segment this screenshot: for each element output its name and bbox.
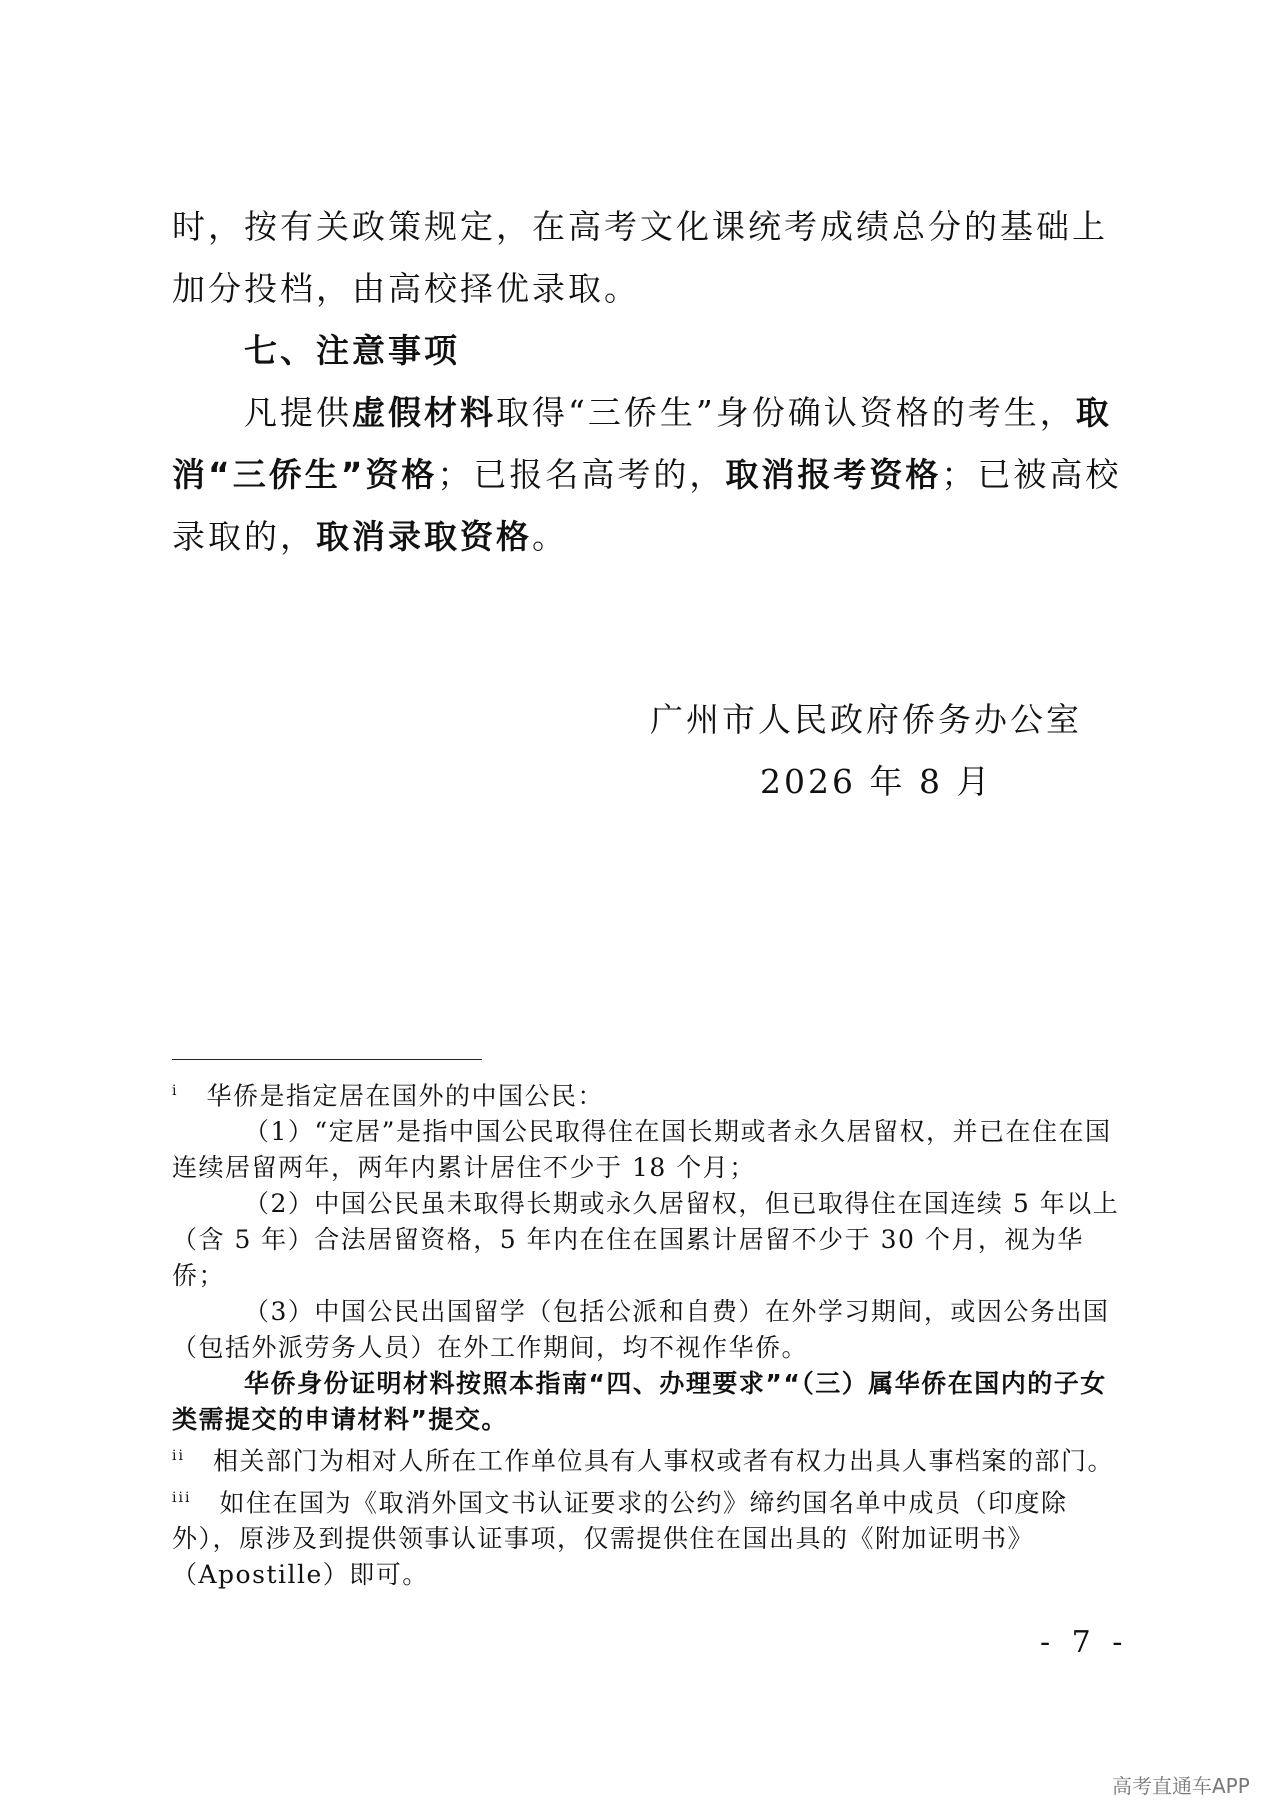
signature-date: 2026 年 8 月 xyxy=(760,762,993,801)
text-run: 取得“三侨生”身份确认资格的考生， xyxy=(496,393,1076,432)
section-heading-notes: 七、注意事项 xyxy=(244,331,460,370)
text-run: ；已被高校录取的， xyxy=(172,455,1122,556)
footnote-marker: i xyxy=(172,1083,179,1099)
footnote-text: 华侨是指定居在国外的中国公民： xyxy=(206,1081,604,1111)
footnote-2 xyxy=(172,1438,1128,1479)
bold-run-cancel-admission: 取消录取资格 xyxy=(316,517,532,556)
watermark-text: 高考直通车APP xyxy=(1112,1774,1250,1798)
footnote-marker: iii xyxy=(172,1489,192,1506)
footnote-1-intro xyxy=(172,1073,1128,1114)
bold-run-cancel-status: 取消“三侨生”资格 xyxy=(172,393,1112,494)
footnote-1-bold-note: 华侨身份证明材料按照本指南“四、办理要求”“（三）属华侨在国内的子女类需提交的申请材料”提交。 xyxy=(172,1369,1107,1435)
bold-run-cancel-exam: 取消报考资格 xyxy=(725,455,942,494)
footnote-3 xyxy=(172,1480,1128,1593)
page-number: - 7 - xyxy=(1040,1625,1129,1660)
footnote-1-item-3: （3）中国公民出国留学（包括公派和自费）在外学习期间，或因公务出国（包括外派劳务人员）在外工作期间，均不视作华侨。 xyxy=(172,1297,1110,1363)
footnote-1-item-1: （1）“定居”是指中国公民取得住在国长期或者永久居留权，并已在住在国连续居留两年，两年内累计居住不少于 18 个月； xyxy=(172,1117,1112,1183)
bold-run-false-materials: 虚假材料 xyxy=(352,393,496,432)
footnote-marker: ii xyxy=(172,1448,185,1465)
paragraph-notes xyxy=(172,382,1128,568)
text-run: ；已报名高考的， xyxy=(437,455,726,494)
footnote-1-item-2: （2）中国公民虽未取得长期或永久居留权，但已取得住在国连续 5 年以上（含 5 年）合法居留资格，5 年内在住在国累计居留不少于 30 个月，视为华侨； xyxy=(172,1189,1120,1291)
footnote-text: 相关部门为相对人所在工作单位具有人事权或者有权力出具人事档案的部门。 xyxy=(212,1446,1114,1476)
footnote-text: 如住在国为《取消外国文书认证要求的公约》缔约国名单中成员（印度除外），原涉及到提供领事认证事项，仅需提供住在国出具的《附加证明书》（Apostille）即可。 xyxy=(172,1487,1068,1589)
signature-organization: 广州市人民政府侨务办公室 xyxy=(650,700,1082,739)
footnotes xyxy=(172,1073,1128,1593)
footnote-separator xyxy=(172,1059,482,1060)
main-body xyxy=(172,196,1128,568)
text-run: 凡提供 xyxy=(244,393,352,432)
text-run: 。 xyxy=(532,517,568,556)
paragraph-continuation: 时，按有关政策规定，在高考文化课统考成绩总分的基础上加分投档，由高校择优录取。 xyxy=(172,207,1108,308)
